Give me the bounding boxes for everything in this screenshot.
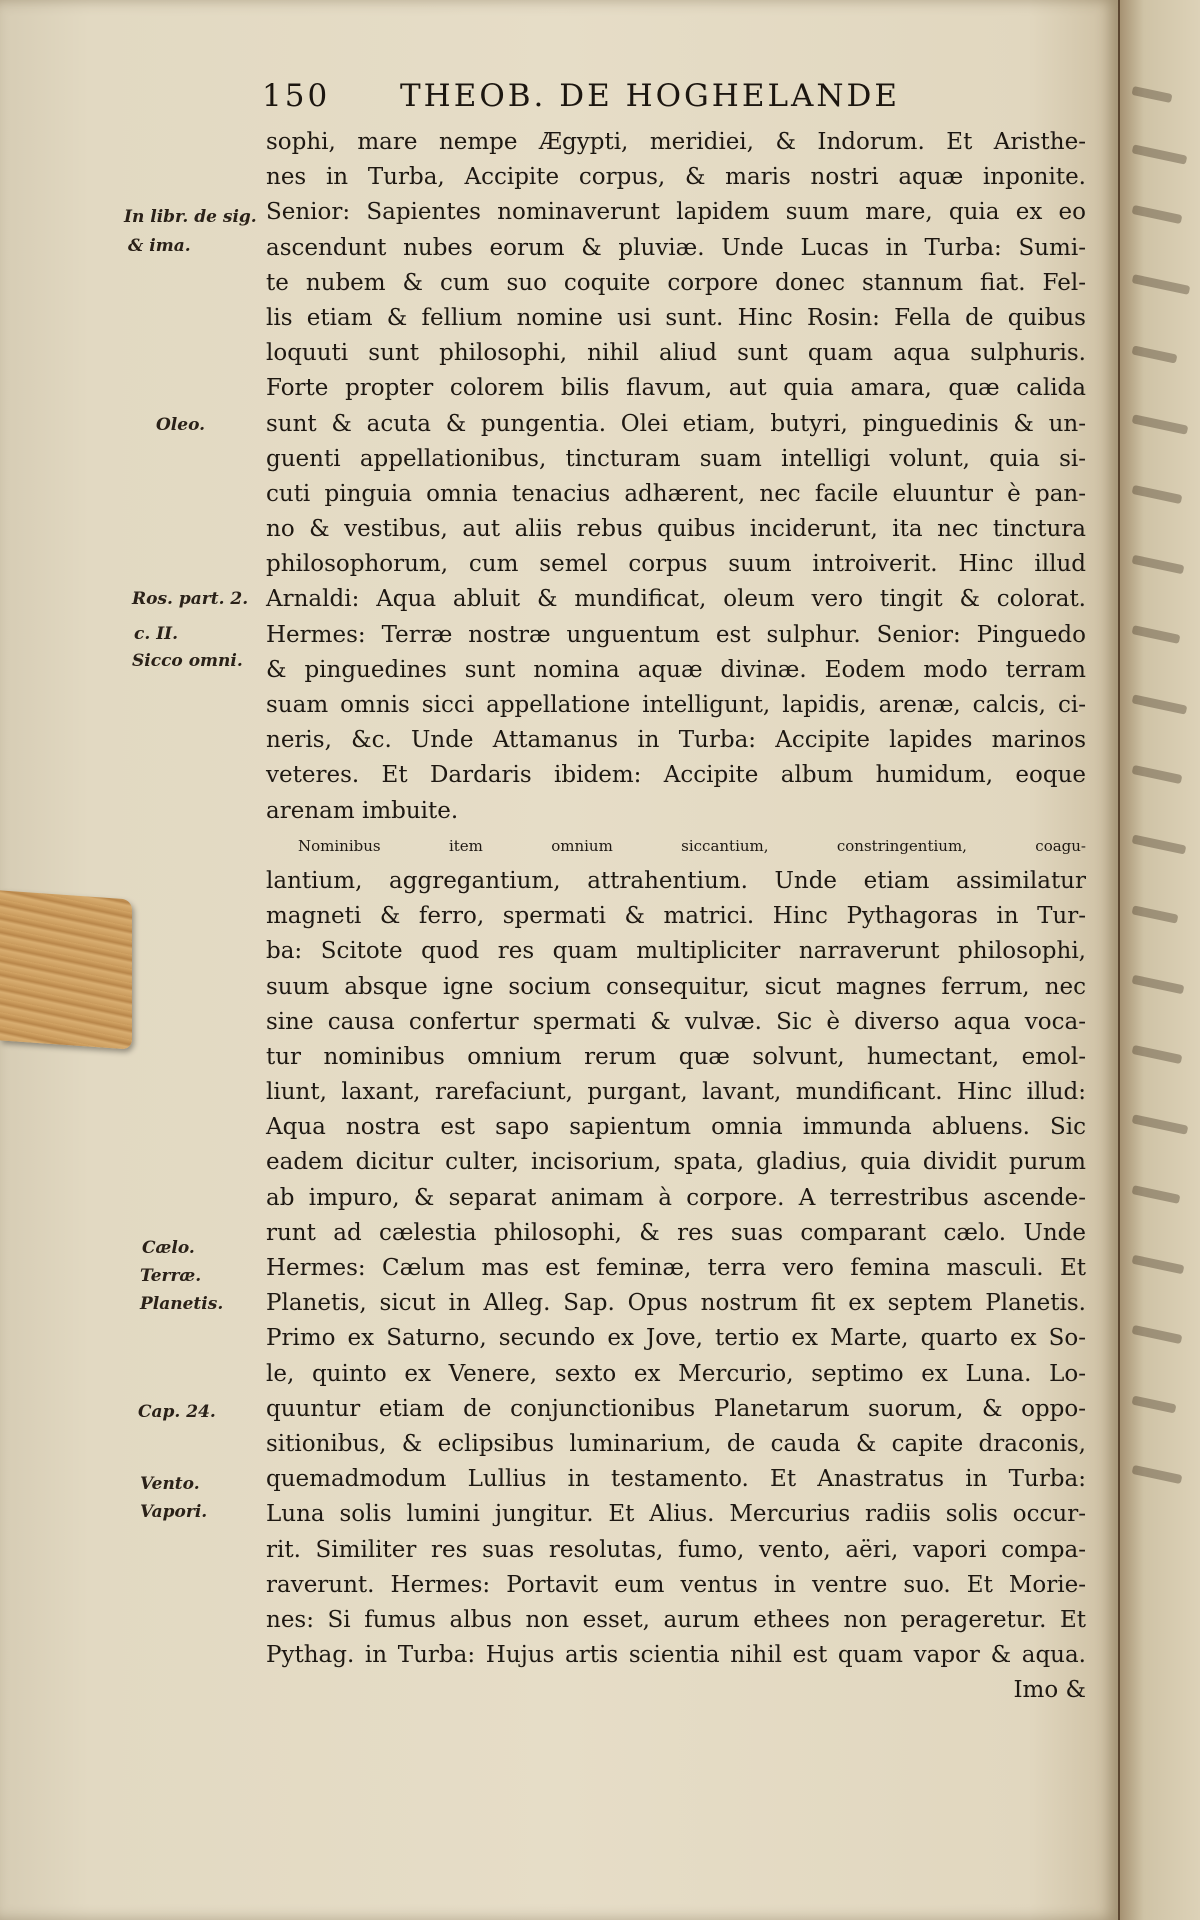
- page-number: 150: [262, 78, 331, 114]
- text-line: veteres. Et Dardaris ibidem: Accipite album humidum, eoque: [266, 762, 1086, 789]
- text-line: nes in Turba, Accipite corpus, & maris nostri aquæ inponite.: [266, 164, 1086, 191]
- margin-note: Oleo.: [156, 415, 206, 435]
- text-line: eadem dicitur culter, incisorium, spata, gladius, quia dividit purum: [266, 1149, 1086, 1176]
- bleed-through-text: [1132, 1045, 1183, 1064]
- text-line: Aqua nostra est sapo sapientum omnia immunda abluens. Sic: [266, 1114, 1086, 1141]
- text-line: Hermes: Terræ nostræ unguentum est sulphur. Senior: Pinguedo: [266, 621, 1086, 648]
- bleed-through-text: [1132, 555, 1185, 575]
- text-line: Planetis, sicut in Alleg. Sap. Opus nostrum fit ex septem Planetis.: [266, 1290, 1086, 1317]
- text-line: runt ad cælestia philosophi, & res suas comparant cælo. Unde: [266, 1219, 1086, 1246]
- text-line: lis etiam & fellium nomine usi sunt. Hinc Rosin: Fella de quibus: [266, 304, 1086, 331]
- margin-note: c. II.: [134, 624, 179, 644]
- bleed-through-text: [1132, 274, 1191, 295]
- text-line: neris, &c. Unde Attamanus in Turba: Accipite lapides marinos: [266, 727, 1086, 754]
- margin-note: Vapori.: [140, 1502, 208, 1522]
- bleed-through-text: [1132, 144, 1188, 164]
- text-line: Arnaldi: Aqua abluit & mundificat, oleum vero tingit & colorat.: [266, 586, 1086, 613]
- text-line: arenam imbuite.: [266, 797, 459, 824]
- bleed-through-text: [1132, 1396, 1177, 1414]
- text-line: ascendunt nubes eorum & pluviæ. Unde Lucas in Turba: Sumi-: [266, 234, 1086, 261]
- body-text: [266, 125, 1086, 1708]
- margin-note: & ima.: [128, 236, 191, 256]
- margin-note: Planetis.: [140, 1294, 224, 1314]
- margin-note: Terræ.: [140, 1266, 202, 1286]
- text-line: suam omnis sicci appellatione intelligunt, lapidis, arenæ, calcis, ci-: [266, 692, 1086, 718]
- margin-note: Sicco omni.: [132, 651, 243, 671]
- text-line: nes: Si fumus albus non esset, aurum ethees non perageretur. Et: [266, 1606, 1086, 1633]
- bleed-through-text: [1132, 205, 1183, 224]
- bleed-through-text: [1132, 975, 1185, 995]
- catchword: Imo &: [1013, 1677, 1086, 1704]
- text-line: Primo ex Saturno, secundo ex Jove, tertio ex Marte, quarto ex So-: [266, 1325, 1086, 1352]
- text-line: loquuti sunt philosophi, nihil aliud sunt quam aqua sulphuris.: [266, 340, 1086, 367]
- text-line: le, quinto ex Venere, sexto ex Mercurio, septimo ex Luna. Lo-: [266, 1360, 1086, 1387]
- text-line: guenti appellationibus, tincturam suam intelligi volunt, quia si-: [266, 445, 1086, 472]
- margin-note: In libr. de sig.: [124, 207, 257, 227]
- bleed-through-text: [1132, 834, 1187, 854]
- text-line: Senior: Sapientes nominaverunt lapidem suum mare, quia ex eo: [266, 199, 1086, 226]
- bleed-through-text: [1132, 1114, 1189, 1134]
- text-line: ba: Scitote quod res quam multipliciter narraverunt philosophi,: [266, 938, 1086, 965]
- bleed-through-text: [1132, 765, 1183, 784]
- text-line: lantium, aggregantium, attrahentium. Unde etiam assimilatur: [266, 867, 1086, 894]
- text-line: no & vestibus, aut aliis rebus quibus inciderunt, ita nec tinctura: [266, 516, 1086, 543]
- text-line: sophi, mare nempe Ægypti, meridiei, & Indorum. Et Aristhe-: [266, 129, 1086, 155]
- text-line: Hermes: Cælum mas est feminæ, terra vero femina masculi. Et: [266, 1255, 1086, 1281]
- bleed-through-text: [1132, 905, 1179, 923]
- bleed-through-text: [1132, 1325, 1183, 1344]
- bleed-through-text: [1132, 485, 1183, 504]
- text-line: sunt & acuta & pungentia. Olei etiam, butyri, pinguedinis & un-: [266, 410, 1086, 437]
- text-line: te nubem & cum suo coquite corpore donec stannum fiat. Fel-: [266, 269, 1086, 296]
- text-line: rit. Similiter res suas resolutas, fumo, vento, aëri, vapori compa-: [266, 1536, 1086, 1563]
- text-line: tur nominibus omnium rerum quæ solvunt, humectant, emol-: [266, 1043, 1086, 1070]
- bleed-through-text: [1132, 1185, 1181, 1204]
- margin-note: Cap. 24.: [138, 1402, 216, 1422]
- text-line: ab impuro, & separat animam à corpore. A terrestribus ascende-: [266, 1184, 1086, 1211]
- text-line: sine causa confertur spermati & vulvæ. Sic è diverso aqua voca-: [266, 1008, 1086, 1035]
- text-line: suum absque igne socium consequitur, sicut magnes ferrum, nec: [266, 973, 1086, 1000]
- text-line: Luna solis lumini jungitur. Et Alius. Mercurius radiis solis occur-: [266, 1501, 1086, 1528]
- running-head: THEOB. DE HOGHELANDE: [400, 78, 901, 114]
- wooden-page-clip: [0, 890, 132, 1049]
- text-line: liunt, laxant, rarefaciunt, purgant, lavant, mundificant. Hinc illud:: [266, 1079, 1086, 1106]
- text-line: cuti pinguia omnia tenacius adhærent, nec facile eluuntur è pan-: [266, 480, 1086, 507]
- text-line: philosophorum, cum semel corpus suum introiverit. Hinc illud: [266, 551, 1086, 578]
- text-line: quuntur etiam de conjunctionibus Planetarum suorum, & oppo-: [266, 1395, 1086, 1422]
- bleed-through-text: [1132, 414, 1189, 434]
- bleed-through-text: [1132, 1465, 1183, 1484]
- text-line: Pythag. in Turba: Hujus artis scientia nihil est quam vapor & aqua.: [266, 1642, 1086, 1669]
- page-header: [262, 78, 1122, 124]
- bleed-through-text: [1132, 694, 1188, 714]
- text-line: sitionibus, & eclipsibus luminarium, de cauda & capite draconis,: [266, 1430, 1086, 1457]
- text-line: quemadmodum Lullius in testamento. Et Anastratus in Turba:: [266, 1466, 1086, 1493]
- text-line: magneti & ferro, spermati & matrici. Hinc Pythagoras in Tur-: [266, 903, 1086, 930]
- margin-note: Cælo.: [142, 1238, 195, 1258]
- bleed-through-text: [1132, 345, 1178, 363]
- margin-note: Ros. part. 2.: [132, 589, 249, 609]
- margin-note: Vento.: [140, 1474, 200, 1494]
- text-line: raverunt. Hermes: Portavit eum ventus in ventre suo. Et Morie-: [266, 1571, 1086, 1598]
- bleed-through-text: [1132, 625, 1181, 644]
- text-line: & pinguedines sunt nomina aquæ divinæ. Eodem modo terram: [266, 656, 1086, 683]
- text-line: Nominibus item omnium siccantium, constringentium, coagu-: [298, 836, 1086, 855]
- bleed-through-text: [1132, 86, 1173, 103]
- text-line: Forte propter colorem bilis flavum, aut quia amara, quæ calida: [266, 375, 1086, 402]
- bleed-through-text: [1132, 1255, 1185, 1275]
- facing-page-edge: [1120, 0, 1200, 1920]
